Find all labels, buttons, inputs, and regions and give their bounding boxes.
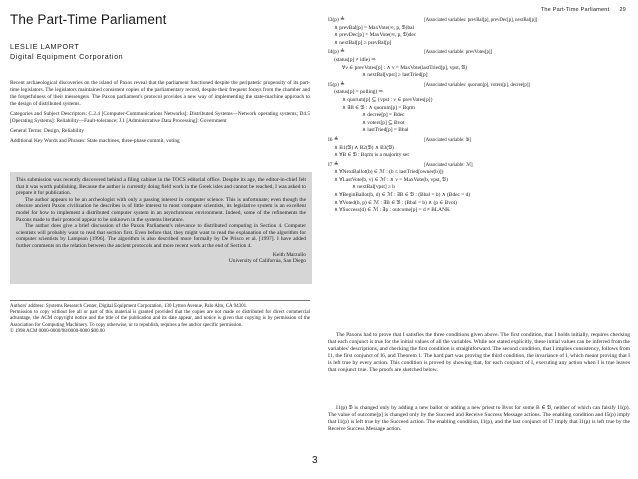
author-affiliation: Digital Equipment Corporation — [10, 52, 124, 61]
submission-paragraph: The author does give a brief discussion of the Paxon Parliament's relevance to distributed computing in Section 4. Computer scientists will probably want to read that section first. Even before that, they might want to read the explanation of the algorithm for computer scientists by Lampson [1996]. The algorithm is also described more formally by De Prisco et al. [1997]. I have added further comments on the relation between the ancient protocols and more recent work at the end of Section 4. — [16, 223, 306, 249]
formula-line: ∧ ∀BeginBallot(b, d) ∈ ℳ : ∃B ∈ 𝔅 : (Bbal = b) ∧ (Bdec = d) — [334, 192, 471, 199]
page-number: 3 — [312, 455, 318, 466]
formula-block — [326, 49, 632, 79]
submission-paragraph: This submission was recently discovered behind a filing cabinet in the TOCS editorial office. Despite its age, the editor-in-chief felt that it was worth publishing. Because the author is currently doing field work in the Greek isles and cannot be reached, I was asked to prepare it for publication. — [16, 177, 306, 197]
submission-note-box — [10, 172, 312, 284]
formula-line: ∧ nextBal[p] ≥ prevBal[p] — [334, 39, 392, 46]
author-name: LESLIE LAMPORT — [10, 42, 80, 51]
signature — [16, 252, 306, 266]
formula-line: (status[p] = polling) ⇒ — [334, 89, 384, 96]
formula-line: ∧ ∀Voted(b, p) ∈ ℳ : ∃B ∈ 𝔅 : (Bbal = b) ∧ (p ∈ Bvot) — [334, 199, 457, 206]
formula-associated-variables: [Associated variables: quorum[p], voters[p], decree[p]] — [424, 82, 531, 88]
paragraph-text: I1(p) 𝔅 is changed only by adding a new ballot or adding a new priest to Bvot for some B ∈ 𝔅, neither of which can falsify I1(p). The value of outcome[p] is changed only by the Succeed and Receive Success Message actions. The enabling condition and I5(p) imply that I1(p) is left true by the Succeed action. The enabling condition, I1(p), and the last conjunct of I7 imply that I1(p) is left true by the Receive Success Message action. — [328, 405, 630, 432]
formula-label: I6 ≜ — [328, 136, 339, 143]
abstract-text: Recent archaeological discoveries on the island of Paxos reveal that the parliament functioned despite the peripatetic propensity of its part-time legislators. The legislators maintained consistent copies of the parliamentary record, despite their frequent forays from the chamber and the forgetfulness of their messengers. The Paxon parliament's protocol provides a new way of implementing the state-machine approach to the design of distributed systems. — [10, 80, 310, 107]
formula-block — [326, 17, 632, 47]
formula-header — [326, 162, 632, 170]
formula-line: (status[p] ≠ idle) ⇒ — [334, 56, 376, 63]
formula-line: ∀v ∈ prevVotes[p] : ∧ v = MaxVote(lastTried[p], vpst, 𝔅) — [342, 64, 468, 71]
formula-associated-variables: [Associated variable: ℳ] — [424, 162, 473, 168]
signer-affiliation: University of California, San Diego — [228, 258, 306, 265]
categories: Categories and Subject Descriptors: C.2.4 [Computer-Communications Networks]: Distributed Systems—Network operating systems; D4.5 [Operating Systems]: Reliability—Fault-tolerance; J.1 [Administrative Data Processing]: Government — [10, 110, 310, 124]
formula-line: ∧ nextBal[vpst] ≥ b — [352, 184, 395, 191]
formula-block — [326, 82, 632, 135]
author-block — [10, 42, 123, 62]
footnote-copyright: © 1998 ACM 0000-0000/98/0000-0000 $00.00 — [10, 328, 105, 334]
running-head-title: The Part-Time Parliament — [540, 7, 610, 13]
footnote — [10, 300, 310, 335]
keywords: Additional Key Words and Phrases: State machines, three-phase commit, voting — [10, 138, 180, 145]
formula-header — [326, 137, 632, 145]
formula-line: ∧ B1(𝔅) ∧ B2(𝔅) ∧ B3(𝔅) — [334, 144, 394, 151]
formula-line: ∧ ∀LastVote(b, v) ∈ ℳ : ∧ v = MaxVote(b, vpst, 𝔅) — [334, 176, 448, 183]
formula-label: I5(p) ≜ — [328, 81, 345, 88]
abstract — [10, 80, 310, 149]
formula-label: I7 ≜ — [328, 161, 339, 168]
formula-associated-variables: [Associated variable: 𝔅] — [424, 137, 471, 143]
submission-paragraph: The author appears to be an archeologist with only a passing interest in computer science. This is unfortunate; even though the obscure ancient Paxon civilization he describes is of little interest to most computer scientists, its legislative system is an excellent model for how to implement a distributed computer system in an asynchronous environment. Indeed, some of the refinements the Paxons made to their protocol appear to be unknown in the systems literature. — [16, 196, 306, 223]
footnote-address: Authors' address: Systems Research Center, Digital Equipment Corporation, 130 Lytton Avenue, Palo Alto, CA 94301. — [10, 304, 248, 309]
formula-line: ∧ decree[p] = Bdec — [362, 112, 405, 119]
formula-block — [326, 137, 632, 160]
general-terms: General Terms: Design, Reliability — [10, 127, 84, 134]
formula-line: ∧ lastTried[p] = Bbal — [362, 127, 409, 134]
formula-label: I4(p) ≜ — [328, 49, 345, 56]
formula-line: ∧ ∀B ∈ 𝔅 : Bqrm is a majority set — [334, 152, 409, 159]
formula-line: ∧ ∀Success(d) ∈ ℳ : ∃p : outcome[p] = d ≠ BLANK — [334, 207, 450, 214]
formula-header — [326, 17, 632, 25]
running-head — [541, 7, 626, 13]
formula-associated-variables: [Associated variables: prevBal[p], prevDec[p], nextBal[p]] — [424, 18, 538, 23]
formula-line: ∧ prevBal[p] = MaxVote(∞, p, 𝔅)bal — [334, 24, 415, 31]
footnote-permission: Permission to copy without fee all or part of this material is granted provided that the copies are not made or distributed for direct commercial advantage, the ACM copyright notice and the title of the publication and its date appear, and notice is given that copying is by permission of the Association for Computing Machinery. To copy otherwise, or to republish, requires a fee and/or specific permission. — [10, 310, 310, 328]
formula-line: ∧ ∃B ∈ 𝔅 : ∧ quorum[p] = Bqrm — [342, 104, 415, 111]
formula-line: ∧ ∀NextBallot(b) ∈ ℳ : (b ≤ lastTried[owner(b)]) — [334, 169, 444, 176]
invariant-formulas — [326, 17, 632, 217]
formula-line: ∧ nextBal[vpst] ≥ lastTried[p] — [362, 72, 428, 79]
paragraph-text: The Paxons had to prove that I satisfies the three conditions given above. The first condition, that I holds initially, requires checking that each conjunct is true for the initial values of all the variables. While not stated explicitly, these initial values can be inferred from the variables' descriptions, and checking the first condition is straightforward. The second condition, that I implies consistency, follows from I1, the first conjunct of I6, and Theorem 1. The hard part was proving the third condition, the invariance of I, which meant proving that I is left true by every action. This condition is proved by showing that, for each conjunct of I, executing any action when I is true leaves that conjunct true. The proofs are sketched below. — [328, 332, 630, 373]
formula-line: ∧ voters[p] ⊆ Bvot — [362, 119, 405, 126]
formula-associated-variables: [Associated variable: prevVotes[p]] — [424, 50, 493, 56]
formula-block — [326, 162, 632, 215]
formula-header — [326, 82, 632, 90]
formula-label: I3(p) ≜ — [328, 17, 345, 23]
proof-paragraph — [328, 332, 630, 373]
formula-header — [326, 49, 632, 57]
signer-name: Keith Marzullo — [272, 251, 306, 258]
proof-paragraph — [328, 405, 630, 433]
formula-line: ∧ quorum[p] ⊆ {vpst : v ∈ prevVotes[p]} — [342, 96, 434, 103]
right-page — [326, 0, 632, 460]
paper-title: The Part-Time Parliament — [10, 12, 167, 27]
running-head-page-number: 29 — [619, 7, 626, 13]
formula-line: ∧ prevDec[p] = MaxVote(∞, p, 𝔅)dec — [334, 32, 417, 39]
left-page — [0, 0, 312, 460]
